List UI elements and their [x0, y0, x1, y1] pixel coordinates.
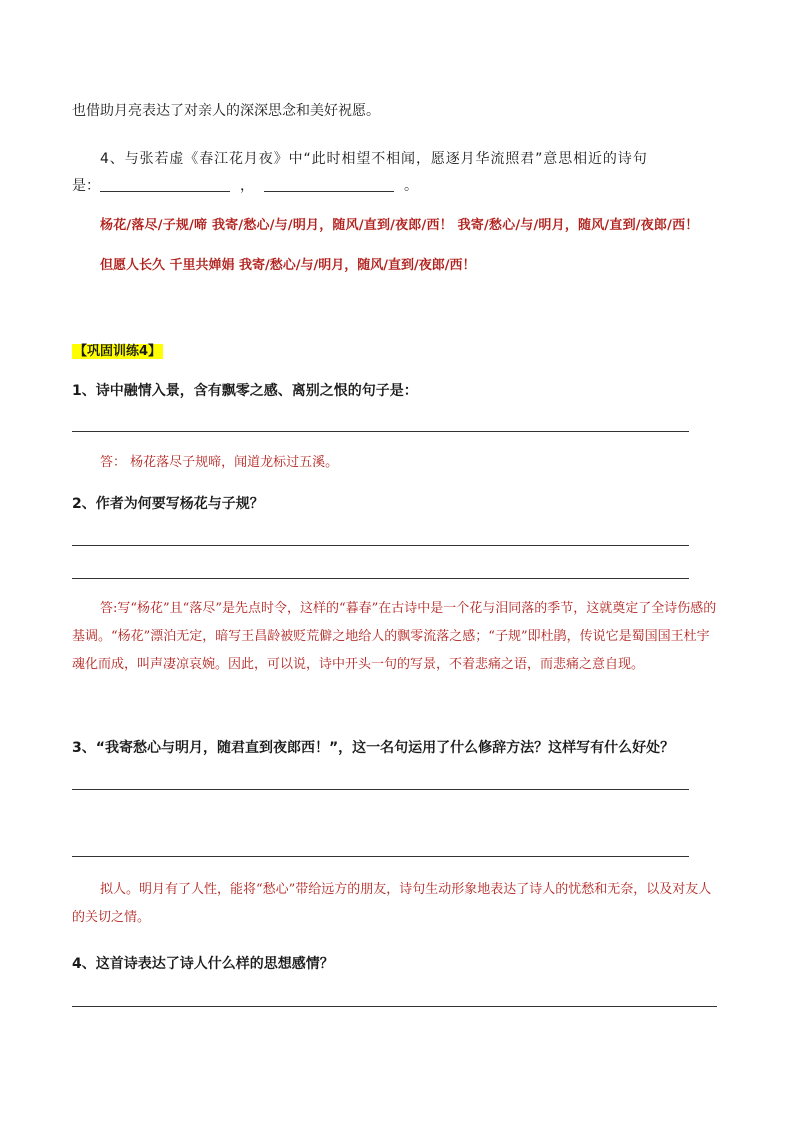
consolidation-question-1: 1、诗中融情入景，含有飘零之感、离别之恨的句子是： [72, 383, 418, 399]
blank-end: 。 [404, 178, 418, 194]
answer-line-1[interactable] [72, 431, 689, 432]
answer-line-3b[interactable] [72, 856, 689, 857]
blank-1[interactable] [100, 177, 230, 192]
answer-line-3a[interactable] [72, 789, 689, 790]
consolidation-answer-2: 答:写“杨花”且“落尽”是先点时令，这样的“暮春”在古诗中是一个花与泪同落的季节，这就奠定了全诗伤感的基调。“杨花”漂泊无定，暗写王昌龄被贬荒僻之地给人的飘零流落之感；“子规”即杜鹃，传说它是蜀国国王杜宇魂化而成，叫声凄凉哀婉。因此，可以说，诗中开头一句的写景，不着悲痛之语，而悲痛之意自现。 [72, 601, 717, 672]
answer-4-line-1: 杨花/落尽/子规/啼 我寄/愁心/与/明月，随风/直到/夜郎/西！ 我寄/愁心/与/明月，随风/直到/夜郎/西！ [100, 218, 699, 233]
section-tag [72, 340, 163, 361]
answer-line-2a[interactable] [72, 545, 689, 546]
answer-line-4[interactable] [72, 1006, 717, 1007]
question-4-blanks [72, 176, 418, 196]
question-4-text: 4、与张若虚《春江花月夜》中“此时相望不相闻，愿逐月华流照君”意思相近的诗句 [100, 151, 648, 167]
answer-line-2b[interactable] [72, 578, 689, 579]
consolidation-question-2: 2、作者为何要写杨花与子规？ [72, 496, 264, 512]
blank-prefix: 是： [72, 178, 100, 194]
blank-2[interactable] [264, 177, 394, 192]
consolidation-answer-3: 拟人。明月有了人性，能将“愁心”带给远方的朋友，诗句生动形象地表达了诗人的忧愁和无奈，以及对友人的关切之情。 [72, 882, 712, 925]
consolidation-answer-1: 答： 杨花落尽子规啼，闻道龙标过五溪。 [100, 455, 339, 470]
answer-4-line-2: 但愿人长久 千里共婵娟 我寄/愁心/与/明月，随风/直到/夜郎/西！ [100, 258, 476, 273]
consolidation-question-4: 4、这首诗表达了诗人什么样的思想感情？ [72, 956, 334, 972]
blank-separator: ， [240, 178, 254, 194]
intro-line: 也借助月亮表达了对亲人的深深思念和美好祝愿。 [72, 103, 380, 119]
section-tag-label: 【巩固训练4】 [74, 344, 162, 359]
consolidation-question-3: 3、“我寄愁心与明月，随君直到夜郎西！”，这一名句运用了什么修辞方法？这样写有什么好处？ [72, 740, 675, 756]
